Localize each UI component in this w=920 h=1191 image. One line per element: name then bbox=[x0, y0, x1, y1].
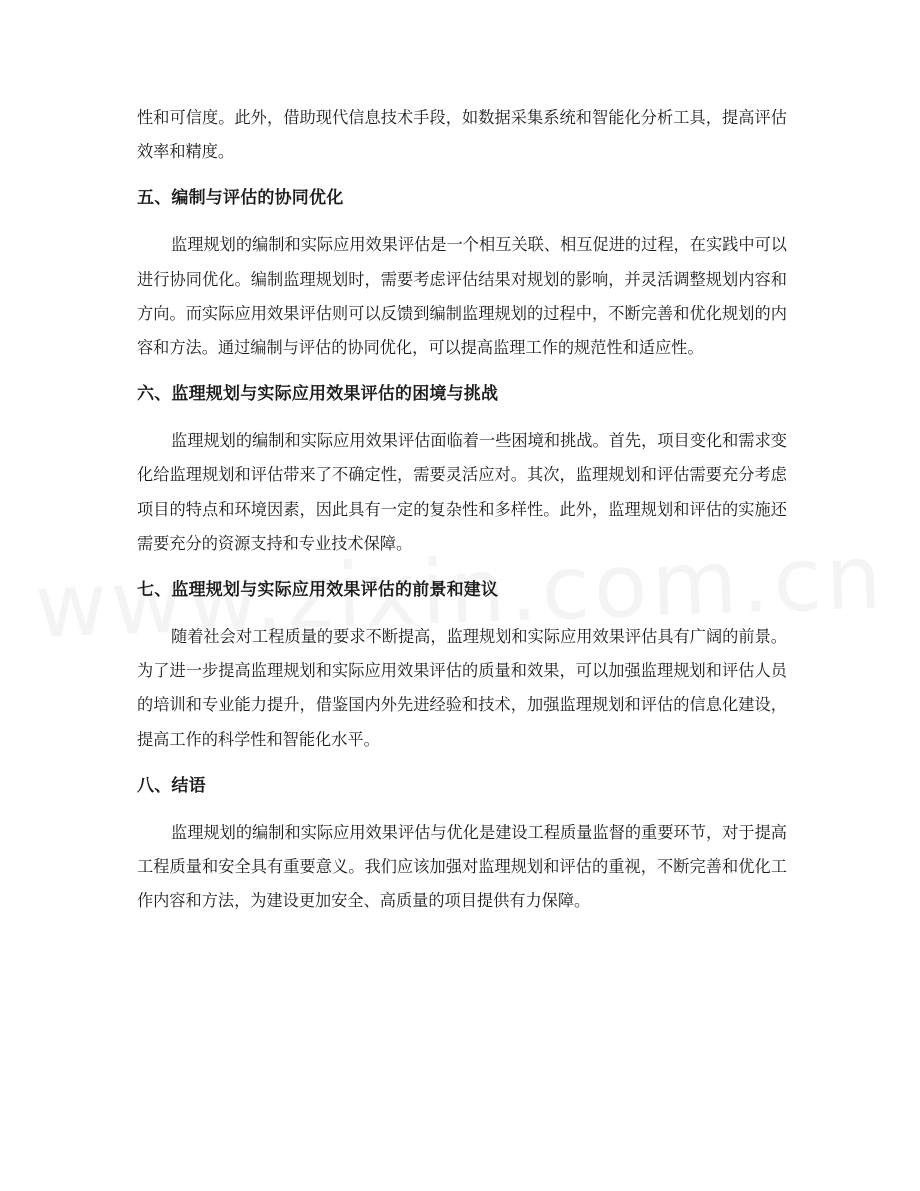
section-heading-7: 七、监理规划与实际应用效果评估的前景和建议 bbox=[137, 580, 499, 601]
section-body-7: 随着社会对工程质量的要求不断提高，监理规划和实际应用效果评估具有广阔的前景。为了进一步提高监理规划和实际应用效果评估的质量和效果，可以加强监理规划和评估人员的培训和专业能力提升，借鉴国内外先进经验和技术，加强监理规划和评估的信息化建设，提高工作的科学性和智能化水平。 bbox=[137, 627, 787, 749]
section-heading-6: 六、监理规划与实际应用效果评估的困境与挑战 bbox=[137, 384, 499, 405]
section-body-6: 监理规划的编制和实际应用效果评估面临着一些困境和挑战。首先，项目变化和需求变化给监理规划和评估带来了不确定性，需要灵活应对。其次，监理规划和评估需要充分考虑项目的特点和环境因素，因此具有一定的复杂性和多样性。此外，监理规划和评估的实施还需要充分的资源支持和专业技术保障。 bbox=[137, 431, 787, 553]
document-body bbox=[137, 101, 787, 918]
section-heading-5: 五、编制与评估的协同优化 bbox=[137, 188, 344, 209]
section-heading-8: 八、结语 bbox=[137, 775, 206, 796]
section-body-5: 监理规划的编制和实际应用效果评估是一个相互关联、相互促进的过程，在实践中可以进行协同优化。编制监理规划时，需要考虑评估结果对规划的影响，并灵活调整规划内容和方向。而实际应用效果评估则可以反馈到编制监理规划的过程中，不断完善和优化规划的内容和方法。通过编制与评估的协同优化，可以提高监理工作的规范性和适应性。 bbox=[137, 235, 787, 358]
intro-paragraph: 性和可信度。此外，借助现代信息技术手段，如数据采集系统和智能化分析工具，提高评估效率和精度。 bbox=[137, 108, 787, 162]
section-body-8: 监理规划的编制和实际应用效果评估与优化是建设工程质量监督的重要环节，对于提高工程质量和安全具有重要意义。我们应该加强对监理规划和评估的重视，不断完善和优化工作内容和方法，为建设更加安全、高质量的项目提供有力保障。 bbox=[137, 822, 787, 911]
